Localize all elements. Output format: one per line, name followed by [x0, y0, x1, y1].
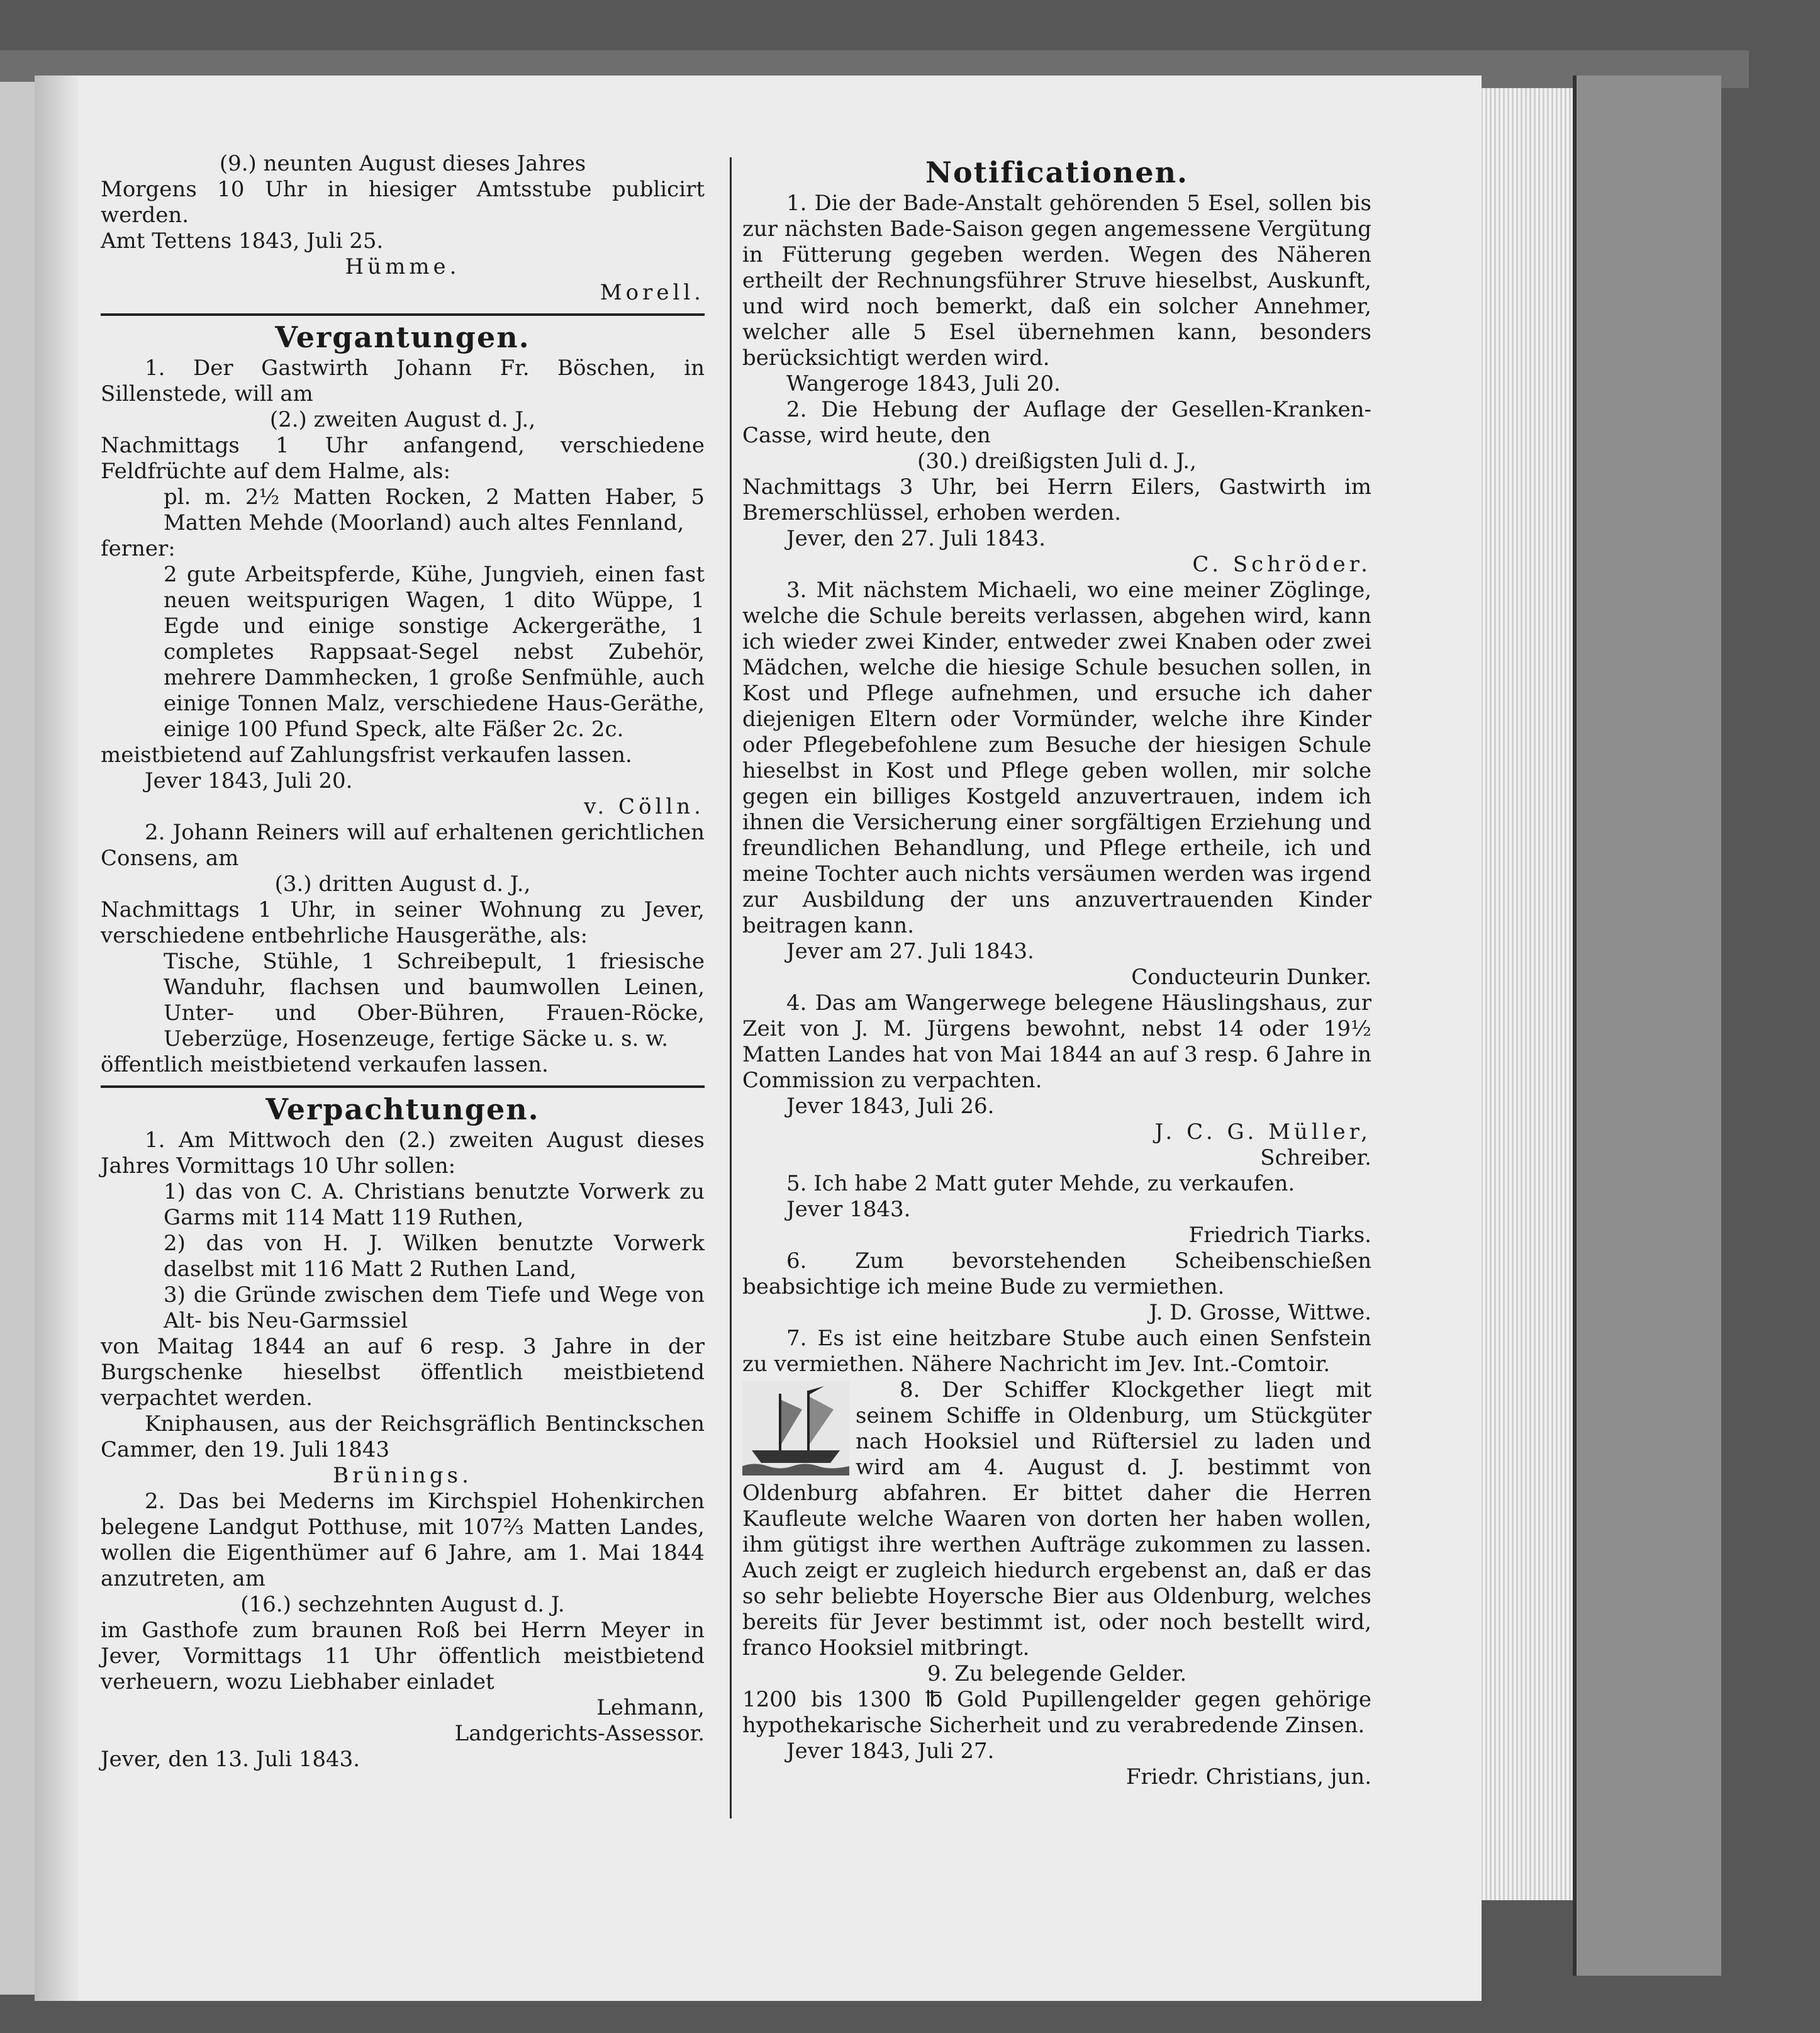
- list-item: 1) das von C. A. Christians benutzte Vorwerk zu Garms mit 114 Matt 119 Ruthen,: [164, 1179, 705, 1230]
- place-date: Kniphausen, aus der Reichsgräflich Bentinckschen Cammer, den 19. Juli 1843: [101, 1411, 705, 1462]
- paragraph: 3. Mit nächstem Michaeli, wo eine meiner Zöglinge, welche die Schule bereits verlassen, abgehen wird, kann ich wieder zwei Kinder, entweder zwei Knaben oder zwei Mädchen, welche die hiesige Schule besuchen sollen, in Kost und Pflege aufnehmen, und ersuche ich daher diejenigen Eltern oder Vormünder, welche ihre Kinder oder Pflegebefohlene zum Besuche der hiesigen Schule hieselbst in Kost und Pflege geben wollen, mir solche gegen ein billiges Kostgeld anzuvertrauen, indem ich ihnen die Versicherung einer sorgfältigen Erziehung und freundlichen Behandlung, und Pflege ertheile, ich und meine Tochter auch nichts versäumen werden was irgend zur Ausbildung der uns anzuvertrauenden Kinder beitragen kann.: [742, 578, 1371, 938]
- previous-page-edge: [0, 82, 38, 1995]
- place-date: Jever, den 27. Juli 1843.: [786, 526, 1046, 551]
- paragraph: Nachmittags 3 Uhr, bei Herrn Eilers, Gastwirth im Bremerschlüssel, erhoben werden.: [742, 474, 1371, 525]
- place-date: Jever 1843, Juli 26.: [786, 1094, 995, 1119]
- signature: Landgerichts-Assessor.: [454, 1721, 705, 1746]
- paragraph: 1. Die der Bade-Anstalt gehörenden 5 Esel, sollen bis zur nächsten Bade-Saison gegen angemessene Vergütung in Fütterung gegeben werden. Wegen des Näheren ertheilt der Rechnungsführer Struve hieselbst, Auskunft, und wird noch bemerkt, daß ein solcher Annehmer, welcher alle 5 Esel übernehmen kann, besonders berücksichtigt werden wird.: [742, 191, 1371, 371]
- page-block-edge: [1472, 88, 1573, 1900]
- place-date: Jever 1843, Juli 27.: [786, 1739, 995, 1764]
- item-list: 2 gute Arbeitspferde, Kühe, Jungvieh, einen fast neuen weitspurigen Wagen, 1 dito Wüppe, 1 Egde und einige sonstige Ackergeräthe, 1 completes Rappsaat-Segel nebst Zubehör, mehrere Dammhecken, 1 große Senfmühle, auch einige Tonnen Malz, verschiedene Haus-Geräthe, einige 100 Pfund Speck, alte Fäßer 2c. 2c.: [164, 562, 705, 742]
- paragraph: 2. Das bei Mederns im Kirchspiel Hohenkirchen belegene Landgut Potthuse, mit 107⅔ Matten Landes, wollen die Eigenthümer auf 6 Jahre, am 1. Mai 1844 anzutreten, am: [101, 1489, 705, 1591]
- text-line: (9.) neunten August dieses Jahres: [219, 151, 586, 176]
- paragraph: 6. Zum bevorstehenden Scheibenschießen beabsichtige ich meine Bude zu vermiethen.: [742, 1248, 1371, 1299]
- list-item: 2) das von H. J. Wilken benutzte Vorwerk daselbst mit 116 Matt 2 Ruthen Land,: [164, 1231, 705, 1282]
- item-list: pl. m. 2½ Matten Rocken, 2 Matten Haber, 5 Matten Mehde (Moorland) auch altes Fennland,: [164, 484, 705, 535]
- ship-notice: [742, 1377, 1371, 1661]
- signature: J. D. Grosse, Wittwe.: [1149, 1300, 1371, 1325]
- paragraph: 7. Es ist eine heitzbare Stube auch einen Senfstein zu vermiethen. Nähere Nachricht im Jev. Int.-Comtoir.: [742, 1326, 1371, 1377]
- signature: v. Cölln.: [584, 794, 705, 819]
- section-rule: [101, 313, 705, 316]
- paragraph: 2. Die Hebung der Auflage der Gesellen-Kranken-Casse, wird heute, den: [742, 397, 1371, 448]
- signature: Brünings.: [333, 1463, 472, 1488]
- paragraph: von Maitag 1844 an auf 6 resp. 3 Jahre in der Burgschenke hieselbst öffentlich meistbietend verpachtet werden.: [101, 1334, 705, 1411]
- date-line: (16.) sechzehnten August d. J.: [240, 1592, 565, 1617]
- paragraph: 1. Am Mittwoch den (2.) zweiten August dieses Jahres Vormittags 10 Uhr sollen:: [101, 1128, 705, 1179]
- section-heading: Notificationen.: [925, 155, 1189, 189]
- paragraph: meistbietend auf Zahlungsfrist verkaufen lassen.: [101, 742, 632, 768]
- item-list: Tische, Stühle, 1 Schreibepult, 1 friesische Wanduhr, flachsen und baumwollen Leinen, Unter- und Ober-Bühren, Frauen-Röcke, Ueberzüge, Hosenzeuge, fertige Säcke u. s. w.: [164, 949, 705, 1051]
- paragraph: 5. Ich habe 2 Matt guter Mehde, zu verkaufen.: [786, 1171, 1295, 1196]
- date-line: (30.) dreißigsten Juli d. J.,: [917, 449, 1197, 474]
- place-date: Jever am 27. Juli 1843.: [786, 939, 1034, 964]
- signature: Conducteurin Dunker.: [1131, 965, 1371, 990]
- section-rule: [101, 1085, 705, 1088]
- paragraph: 4. Das am Wangerwege belegene Häuslingshaus, zur Zeit von J. M. Jürgens bewohnt, nebst 14 oder 19½ Matten Landes hat von Mai 1844 an auf 3 resp. 6 Jahre in Commission zu verpachten.: [742, 990, 1371, 1093]
- signature: Schreiber.: [1260, 1145, 1371, 1170]
- signature: Morell.: [600, 280, 705, 305]
- text-line: Morgens 10 Uhr in hiesiger Amtsstube publicirt werden.: [101, 177, 705, 228]
- place-date: Wangeroge 1843, Juli 20.: [786, 371, 1061, 396]
- paragraph: 2. Johann Reiners will auf erhaltenen gerichtlichen Consens, am: [101, 820, 705, 871]
- page-gutter: [35, 76, 79, 2001]
- text-line: Amt Tettens 1843, Juli 25.: [101, 228, 384, 254]
- paragraph: 1200 bis 1300 ℔ Gold Pupillengelder gegen gehörige hypothekarische Sicherheit und zu verabredende Zinsen.: [742, 1687, 1371, 1738]
- signature: Lehmann,: [596, 1695, 705, 1720]
- left-column: [101, 151, 705, 1773]
- right-column: [742, 151, 1371, 1790]
- column-divider: [730, 157, 732, 1818]
- signature: Friedr. Christians, jun.: [1125, 1764, 1371, 1789]
- signature: C. Schröder.: [1192, 552, 1371, 577]
- date-line: (2.) zweiten August d. J.,: [269, 407, 536, 432]
- paragraph: 8. Der Schiffer Klockgether liegt mit seinem Schiffe in Oldenburg, um Stückgüter nach Hooksiel und Rüftersiel zu laden und wird am 4. August d. J. bestimmt von Oldenburg abfahren. Er bittet daher die Herren Kaufleute welche Waaren von dorten her haben wollen, ihm gütigst ihre werthen Aufträge zukommen zu lassen. Auch zeigt er zugleich hiedurch ergebenst an, daß er das so sehr beliebte Hoyersche Bier aus Oldenburg, welches bereits für Jever bestimmt ist, oder noch bestellt wird, franco Hooksiel mitbringt.: [742, 1377, 1371, 1661]
- list-item: 3) die Gründe zwischen dem Tiefe und Wege von Alt- bis Neu-Garmssiel: [164, 1282, 705, 1333]
- place-date: Jever, den 13. Juli 1843.: [101, 1747, 360, 1772]
- text-line: ferner:: [101, 536, 176, 561]
- paragraph: öffentlich meistbietend verkaufen lassen.: [101, 1052, 549, 1077]
- signature: Hümme.: [345, 254, 461, 279]
- place-date: Jever 1843.: [786, 1197, 911, 1222]
- section-heading: Verpachtungen.: [265, 1092, 540, 1126]
- paragraph: im Gasthofe zum braunen Roß bei Herrn Meyer in Jever, Vormittags 11 Uhr öffentlich meistbietend verheuern, wozu Liebhaber einladet: [101, 1618, 705, 1694]
- ship-icon: [742, 1381, 849, 1476]
- signature: Friedrich Tiarks.: [1188, 1223, 1371, 1248]
- paragraph: 1. Der Gastwirth Johann Fr. Böschen, in Sillenstede, will am: [101, 356, 705, 406]
- section-heading: Vergantungen.: [275, 320, 530, 354]
- date-line: (3.) dritten August d. J.,: [274, 871, 531, 897]
- subheading: 9. Zu belegende Gelder.: [927, 1661, 1187, 1686]
- paragraph: Nachmittags 1 Uhr anfangend, verschiedene Feldfrüchte auf dem Halme, als:: [101, 433, 705, 484]
- paragraph: Nachmittags 1 Uhr, in seiner Wohnung zu Jever, verschiedene entbehrliche Hausgeräthe, als:: [101, 897, 705, 948]
- book-cover-right: [1573, 76, 1721, 1976]
- place-date: Jever 1843, Juli 20.: [145, 768, 353, 793]
- signature: J. C. G. Müller,: [1154, 1119, 1371, 1145]
